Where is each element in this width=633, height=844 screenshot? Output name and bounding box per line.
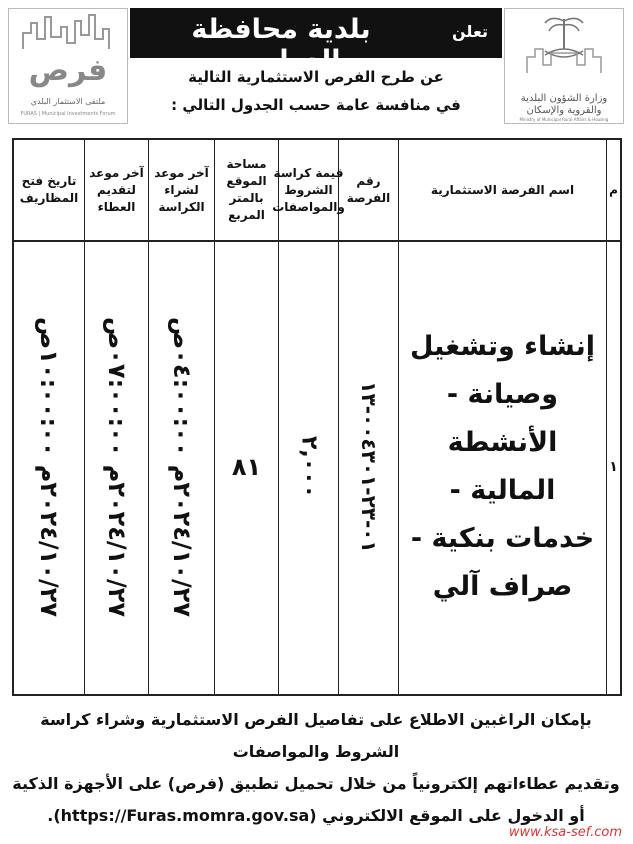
footer-notice [6,704,626,832]
furas-logo-text: فرص [28,53,108,88]
announcement [130,8,502,122]
ministry-name: وزارة الشؤون البلدية والقروية والإسكان [520,93,608,116]
opportunity-name: إنشاء وتشغيل وصيانة - الأنشطة المالية - خدمات بنكية - صراف آلي [410,331,595,602]
watermark: www.ksa-sef.com [508,825,622,840]
footer-line-3: أو الدخول على الموقع الالكتروني (https://Furas.momra.gov.sa). [47,806,585,825]
column-area [214,140,278,694]
furas-logo [8,8,128,124]
column-booklet-price [272,140,345,694]
column-envelope-opening [14,140,84,694]
ministry-name-en: Ministry of Municipal Rural Affairs & Housing [519,117,609,122]
header-index: م [607,140,620,242]
cell-number [339,240,398,694]
subtitle-1: عن طرح الفرص الاستثمارية التالية [188,68,444,86]
header-number: رقم الفرصة [339,140,398,242]
footer-line-2: وتقديم عطاءاتهم إلكترونياً من خلال تحميل تطبيق (فرص) على الأجهزة الذكية [12,774,620,793]
header-booklet-price: قيمة كراسة الشروط والمواصفات [279,140,338,242]
title-prefix: تعلن [452,22,488,41]
site-area: ٨١ [231,453,262,481]
cell-booklet-price [279,240,338,694]
column-number [338,140,398,694]
furas-logo-subtitle: ملتقى الاستثمار البلدي [30,97,106,106]
column-index [606,140,620,694]
cell-area [215,240,278,694]
opportunity-number: ٠١-٢٣-٠٠٤٣٠١-١٣ [356,381,381,553]
header-last-booklet-purchase: آخر موعد لشراء الكراسة [149,140,214,242]
footer-line-1: بإمكان الراغبين الاطلاع على تفاصيل الفرص الاستثمارية وشراء كراسة الشروط والمواصفات [40,710,592,761]
skyline-icon [9,9,127,53]
cell-index [607,240,620,694]
header [6,4,626,126]
furas-logo-subtitle-en: FURAS | Municipal Investments Forum [20,111,116,117]
header-area: مساحة الموقع بالمتر المربع [215,140,278,242]
cell-last-booklet-purchase [149,240,214,694]
title-bar [130,8,502,76]
header-envelope-opening: تاريخ فتح المظاريف [14,140,84,242]
cell-last-bid-submission [85,240,148,694]
envelope-opening-date: ٢٠٢٤/١٠/٢٧م ١٠:٠٠:٠٠ص [35,316,63,618]
opportunities-table [12,138,622,696]
booklet-price: ٢,٠٠٠ [296,435,321,499]
row-index: ١ [609,459,618,475]
column-last-bid-submission [84,140,148,694]
column-name [398,140,606,694]
ministry-logo [504,8,624,124]
cell-envelope-opening [14,240,84,694]
advertisement [6,4,626,840]
palm-swords-icon [505,9,623,81]
subtitle-2: في منافسة عامة حسب الجدول التالي : [171,96,461,114]
header-last-bid-submission: آخر موعد لتقديم العطاء [85,140,148,242]
page-title: بلدية محافظة الدوادمي [191,14,371,76]
last-bid-submission-date: ٢٠٢٤/١٠/٢٧م ٠٧:٠٠:٠٠ص [102,316,131,618]
column-last-booklet-purchase [148,140,214,694]
last-booklet-purchase-date: ٢٠٢٤/١٠/٢٧م ٠٤:٠٠:٠٠ص [167,316,196,618]
cell-name [399,240,606,694]
header-name: اسم الفرصة الاستثمارية [399,140,606,242]
